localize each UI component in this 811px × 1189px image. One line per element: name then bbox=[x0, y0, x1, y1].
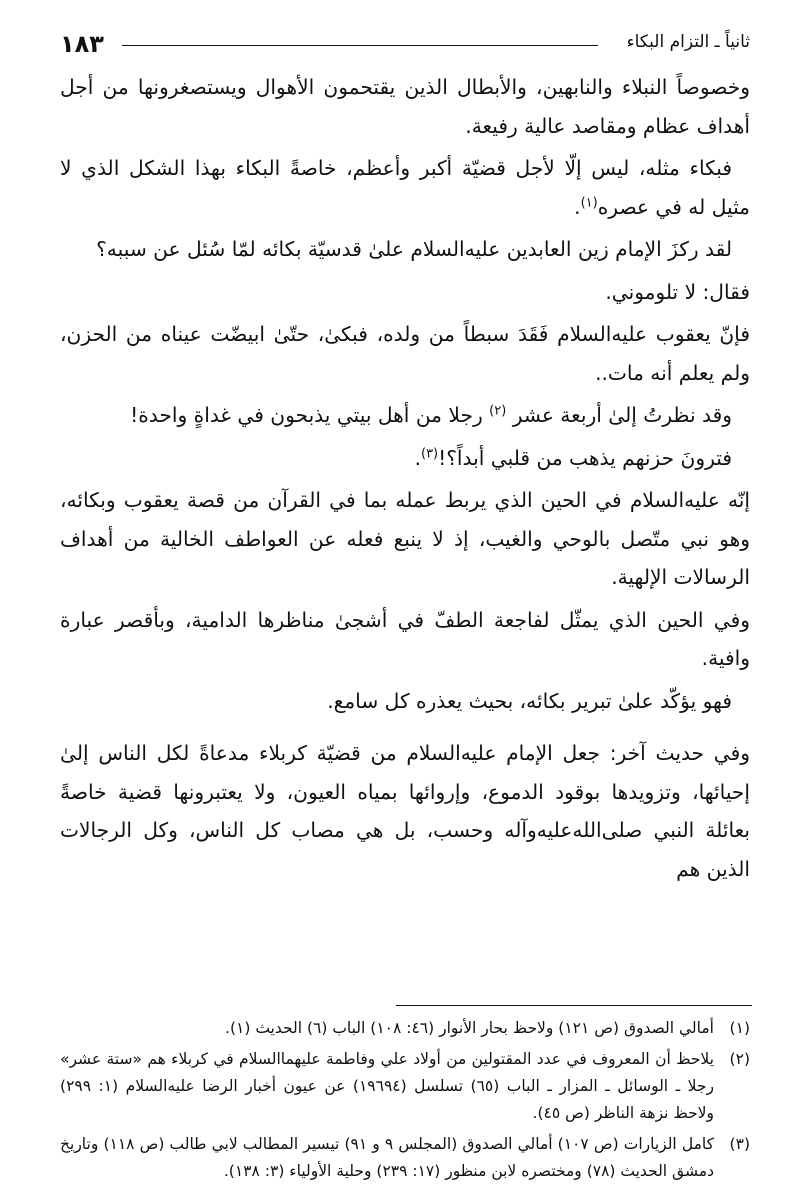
footnote-ref-3: (٣) bbox=[420, 445, 439, 461]
paragraph-10: فهو يؤكّد علىٰ تبرير بكائه، بحيث يعذره كل سامع. bbox=[327, 688, 732, 713]
paragraph-7-text: فترونَ حزنهم يذهب من قلبي أبداً؟! bbox=[438, 445, 732, 470]
paragraph-5: فإنّ يعقوب عليه‌السلام فَقَدَ سبطاً من ولده، فبكىٰ، حتّىٰ ابيضّت عيناه من الحزن، ولم يعلم أنه مات.. bbox=[60, 322, 750, 385]
paragraph-7-end: . bbox=[414, 445, 421, 470]
paragraph-6-text-b: رجلا من أهل بيتي يذبحون في غداةٍ واحدة! bbox=[130, 403, 483, 427]
paragraph-8: إنّه عليه‌السلام في الحين الذي يربط عمله بما في القرآن من قصة يعقوب وبكائه، وهو نبي متّصل بالوحي والغيب، إذ لا ينبع فعله عن العواطف الخالية من أهداف الرسالات الإلهية. bbox=[60, 488, 750, 589]
main-text bbox=[60, 68, 750, 892]
footnote-3 bbox=[60, 1131, 750, 1185]
footnote-3-text: كامل الزيارات (ص ١٠٧) أمالي الصدوق (المجلس ٩ و ٩١) تيسير المطالب لابي طالب (ص ١١٨) وتاريخ دمشق الحديث (٧٨) ومختصره لابن منظور (١٧: ٢٣٩) وحلية الأولياء (٣: ١٣٨). bbox=[60, 1135, 714, 1180]
footnote-1-text: أمالي الصدوق (ص ١٢١) ولاحظ بحار الأنوار (٤٦: ١٠٨) الباب (٦) الحديث (١). bbox=[225, 1019, 714, 1037]
running-title: ثانياً ـ التزام البكاء bbox=[626, 32, 750, 52]
paragraph-7 bbox=[60, 439, 750, 478]
footnote-3-number: (٣) bbox=[729, 1135, 750, 1153]
footnote-ref-2: (٢) bbox=[489, 403, 507, 419]
page-number: ١٨٣ bbox=[60, 30, 104, 58]
paragraph-1: وخصوصاً النبلاء والنابهين، والأبطال الذين يقتحمون الأهوال ويستصغرونها من أجل أهداف عظام ومقاصد عالية رفيعة. bbox=[60, 75, 750, 138]
footnote-1-number: (١) bbox=[729, 1019, 750, 1037]
footnote-separator bbox=[396, 1005, 752, 1006]
footnote-1 bbox=[60, 1015, 750, 1042]
header-rule bbox=[122, 45, 598, 46]
paragraph-11: وفي حديث آخر: جعل الإمام عليه‌السلام من قضيّة كربلاء مدعاةً لكل الناس إلىٰ إحيائها، وتزويدها بوقود الدموع، وإروائها بمياه العيون، ولا يعتبرونها قضية خاصةً بعائلة النبي صلى‌الله‌عليه‌وآله وحسب، بل هي مصاب كل الناس، وكل الرجالات الذين هم bbox=[60, 741, 750, 881]
footnote-ref-1: (١) bbox=[580, 194, 598, 210]
page-header bbox=[60, 28, 750, 62]
paragraph-2-text: فبكاء مثله، ليس إلّا لأجل قضيّة أكبر وأعظم، خاصةً البكاء بهذا الشكل الذي لا مثيل له في عصره bbox=[60, 156, 750, 219]
footnote-2-text: يلاحظ أن المعروف في عدد المقتولين من أولاد علي وفاطمة عليهما‌السلام في كربلاء هم «ستة عشر» رجلا ـ الوسائل ـ المزار ـ الباب (٦٥) تسلسل (١٩٦٩٤) عن عيون أخبار الرضا عليه‌السلام (١: ٢٩٩) ولاحظ نزهة الناظر (ص ٤٥). bbox=[60, 1050, 714, 1122]
footnote-2 bbox=[60, 1046, 750, 1127]
paragraph-6-text-a: وقد نظرتُ إلىٰ أربعة عشر bbox=[512, 403, 732, 427]
paragraph-2-end: . bbox=[574, 194, 581, 219]
footnotes bbox=[60, 1015, 750, 1189]
paragraph-6 bbox=[60, 396, 750, 435]
paragraph-2 bbox=[60, 149, 750, 226]
paragraph-4: فقال: لا تلوموني. bbox=[605, 279, 750, 304]
paragraph-3: لقد ركزَ الإمام زين العابدين عليه‌السلام علىٰ قدسيّة بكائه لمّا سُئل عن سببه؟ bbox=[96, 237, 732, 261]
footnote-2-number: (٢) bbox=[729, 1050, 750, 1068]
paragraph-9: وفي الحين الذي يمثّل لفاجعة الطفّ في أشجىٰ مناظرها الدامية، وبأقصر عبارة وافية. bbox=[60, 607, 750, 670]
